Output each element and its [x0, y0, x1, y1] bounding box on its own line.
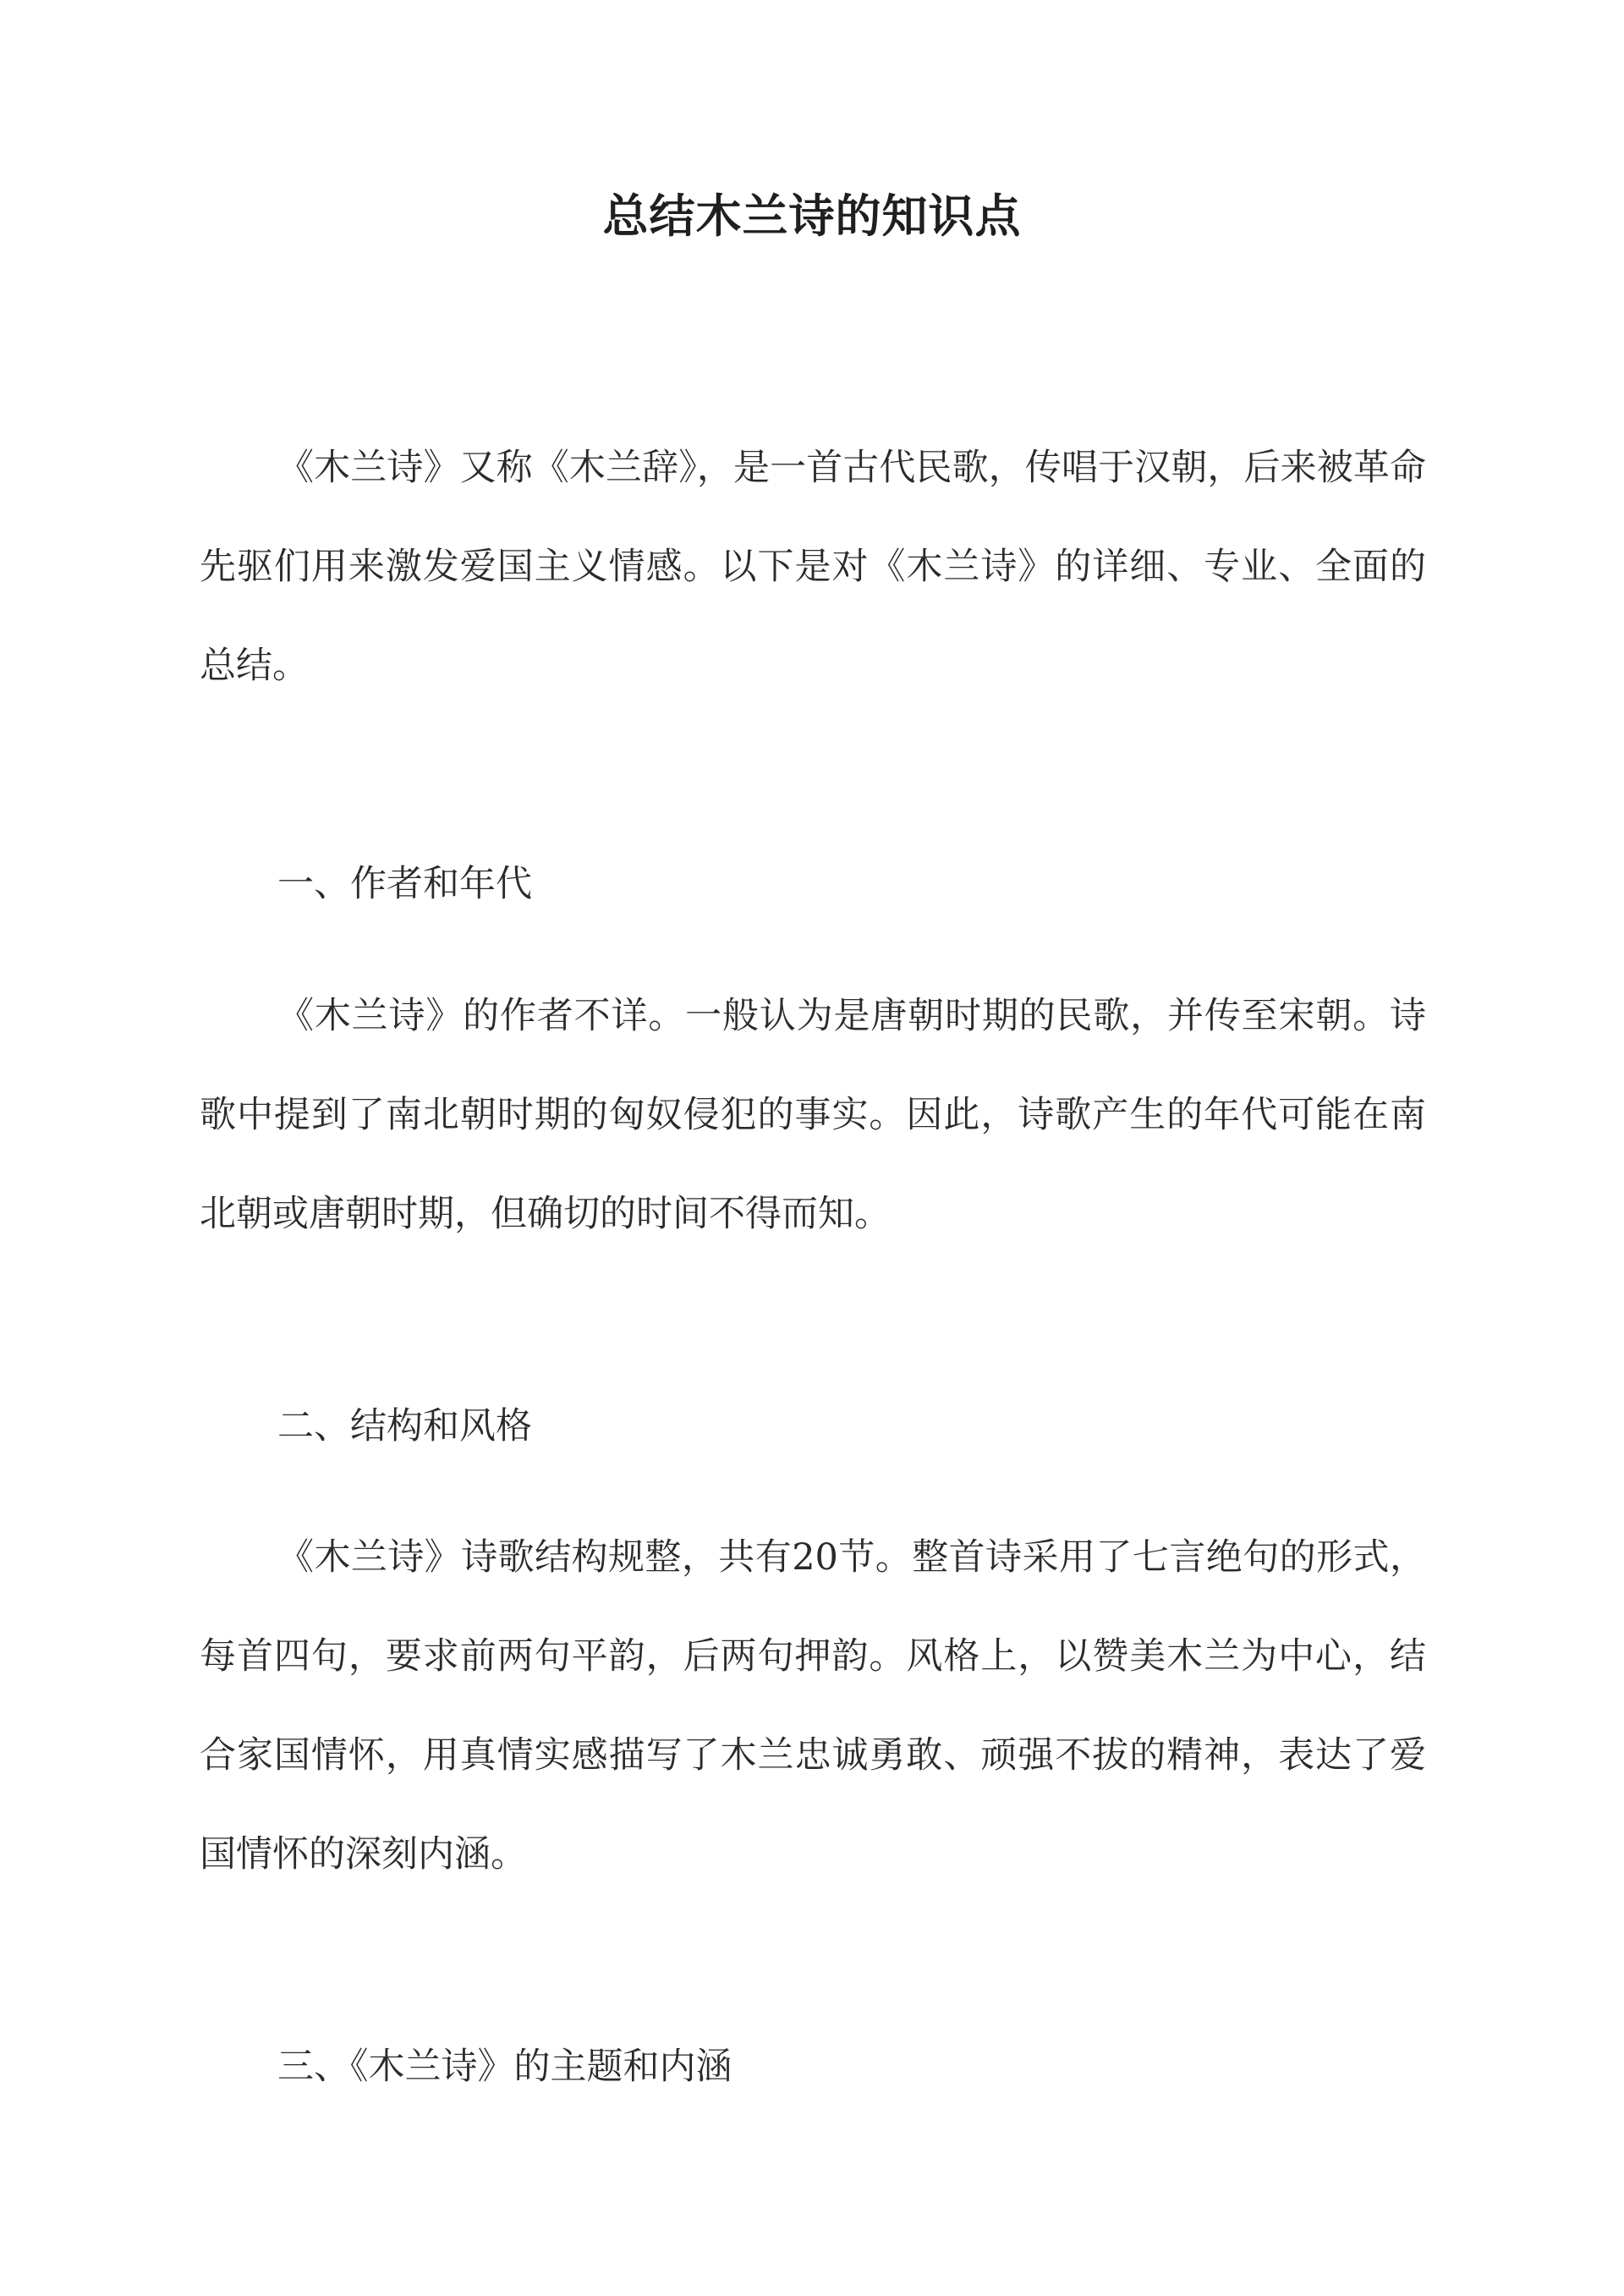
section-body-author-era: 《木兰诗》的作者不详。一般认为是唐朝时期的民歌，并传至宋朝。诗歌中提到了南北朝时期的匈奴侵犯的事实。因此，诗歌产生的年代可能在南北朝或唐朝时期，但确切的时间不得而知。: [200, 995, 1426, 1235]
section-heading-author-era: 一、作者和年代: [277, 863, 532, 905]
section-body-structure-style: 《木兰诗》诗歌结构规整，共有20节。整首诗采用了七言绝句的形式，每首四句，要求前两句平韵，后两句押韵。风格上，以赞美木兰为中心，结合家国情怀，用真情实感描写了木兰忠诚勇敢、顽强不拔的精神，表达了爱国情怀的深刻内涵。: [200, 1536, 1426, 1876]
document-title: 总结木兰诗的知识点: [602, 189, 1022, 243]
intro-paragraph: 《木兰诗》又称《木兰辞》，是一首古代民歌，传唱于汉朝，后来被革命先驱们用来激发爱国主义情感。以下是对《木兰诗》的详细、专业、全面的总结。: [200, 447, 1426, 687]
section-heading-structure-style: 二、结构和风格: [277, 1405, 532, 1447]
section-heading-theme-meaning: 三、《木兰诗》的主题和内涵: [277, 2046, 732, 2088]
